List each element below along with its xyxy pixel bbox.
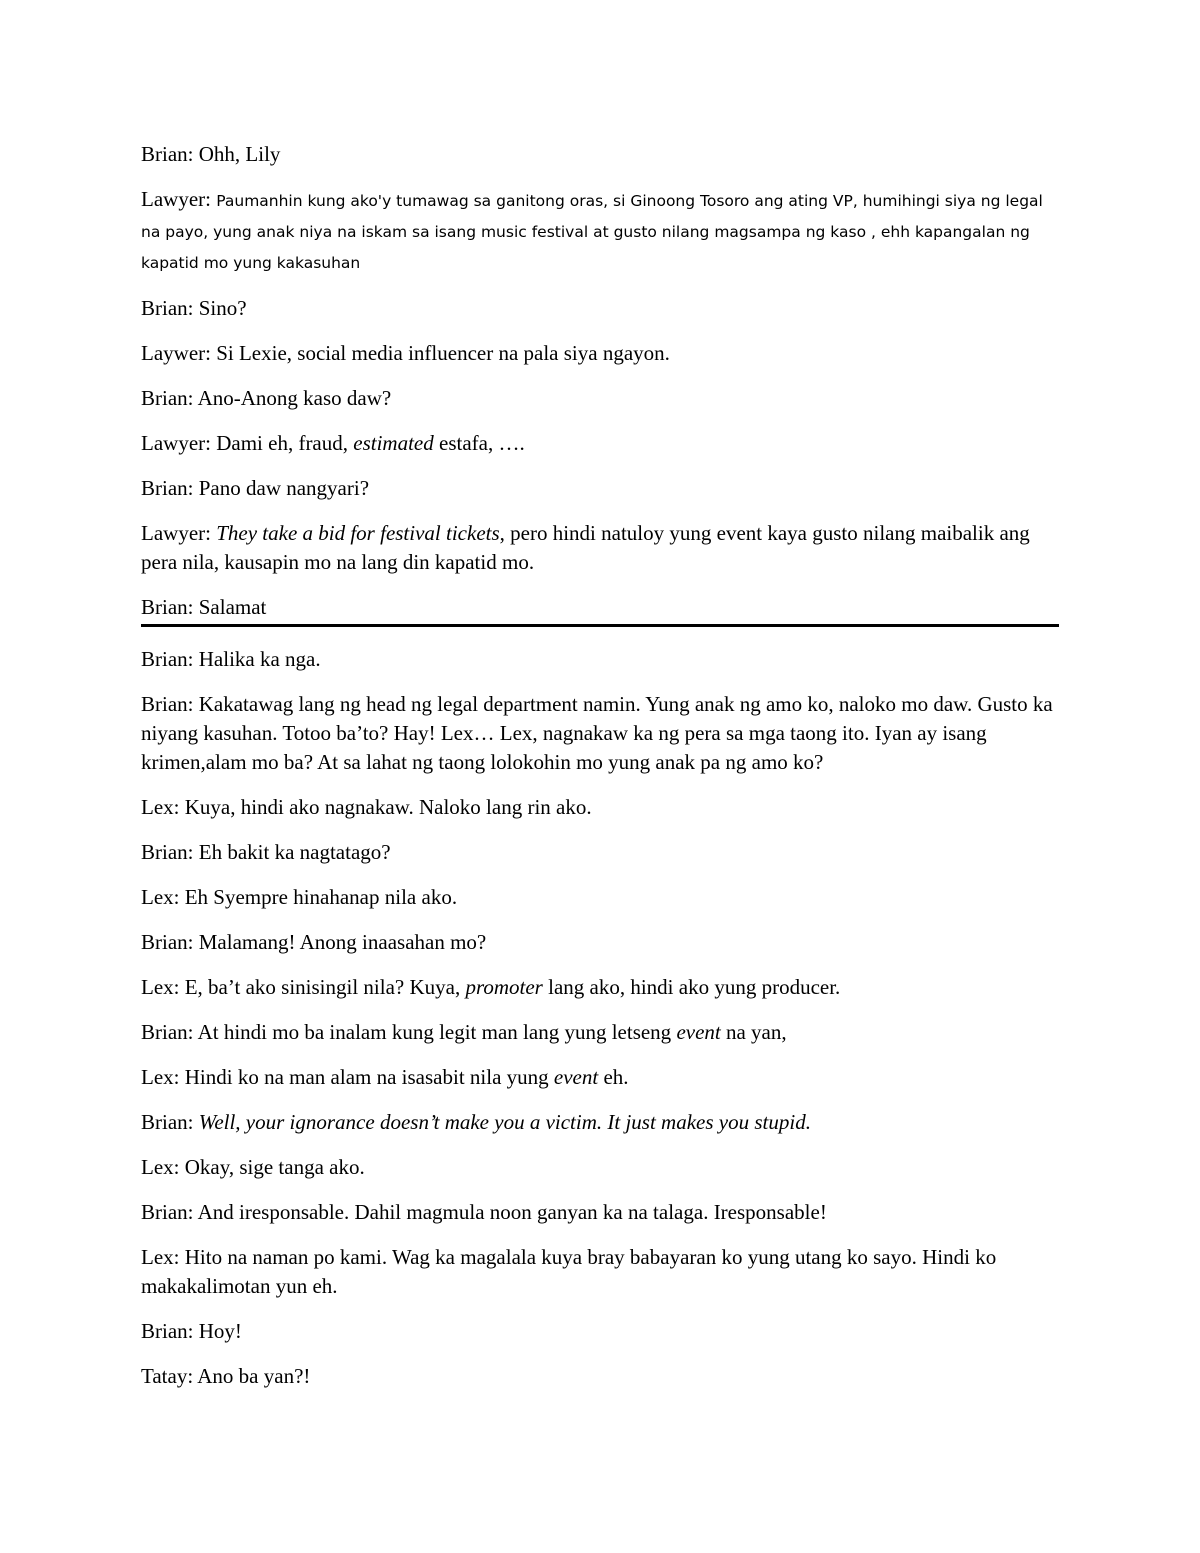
- dialogue-line: [141, 1243, 1059, 1301]
- dialogue-line: [141, 645, 1059, 674]
- speaker-label: Lawyer:: [141, 187, 211, 211]
- dialogue-line: [141, 185, 1059, 278]
- dialogue-line: [141, 1317, 1059, 1346]
- dialogue-line: [141, 140, 1059, 169]
- dialogue-text: Ohh, Lily: [198, 142, 281, 166]
- dialogue-line: [141, 838, 1059, 867]
- dialogue-text: Kuya, hindi ako nagnakaw. Naloko lang rin ako.: [184, 795, 592, 819]
- dialogue-line: [141, 1198, 1059, 1227]
- speaker-label: Lawyer:: [141, 521, 211, 545]
- speaker-label: Brian:: [141, 476, 194, 500]
- dialogue-emphasis: Well, your ignorance doesn’t make you a victim. It just makes you stupid.: [198, 1110, 811, 1134]
- speaker-label: Brian:: [141, 1319, 194, 1343]
- dialogue-line: [141, 1108, 1059, 1137]
- dialogue-line: [141, 339, 1059, 368]
- speaker-label: Brian:: [141, 647, 194, 671]
- speaker-label: Lex:: [141, 1245, 180, 1269]
- speaker-label: Lex:: [141, 885, 180, 909]
- dialogue-line: [141, 1063, 1059, 1092]
- dialogue-text: estafa, ….: [439, 431, 525, 455]
- dialogue-text: Eh Syempre hinahanap nila ako.: [184, 885, 458, 909]
- dialogue-text: Eh bakit ka nagtatago?: [198, 840, 391, 864]
- dialogue-text: Sino?: [198, 296, 247, 320]
- speaker-label: Brian:: [141, 1020, 194, 1044]
- speaker-label: Lex:: [141, 1065, 180, 1089]
- dialogue-text: At hindi mo ba inalam kung legit man lang yung letseng: [197, 1020, 672, 1044]
- dialogue-line: [141, 294, 1059, 323]
- dialogue-text: Ano-Anong kaso daw?: [197, 386, 392, 410]
- dialogue-text: , pero hindi natuloy yung event kaya gusto nilang maibalik ang pera nila, kausapin mo na lang din kapatid mo.: [141, 521, 1030, 574]
- dialogue-text: Pano daw nangyari?: [198, 476, 370, 500]
- speaker-label: Lex:: [141, 795, 180, 819]
- dialogue-emphasis: estimated: [353, 431, 434, 455]
- speaker-label: Brian:: [141, 692, 194, 716]
- dialogue-text: na yan,: [725, 1020, 787, 1044]
- dialogue-emphasis: They take a bid for festival tickets: [216, 521, 500, 545]
- dialogue-line: [141, 690, 1059, 777]
- dialogue-text: Dami eh, fraud,: [216, 431, 349, 455]
- speaker-label: Lex:: [141, 1155, 180, 1179]
- speaker-label: Brian:: [141, 296, 194, 320]
- dialogue-line: [141, 793, 1059, 822]
- dialogue-text: Salamat: [198, 595, 267, 619]
- speaker-label: Brian:: [141, 1200, 194, 1224]
- dialogue-line: [141, 474, 1059, 503]
- speaker-label: Lawyer:: [141, 431, 211, 455]
- dialogue-text: E, ba’t ako sinisingil nila? Kuya,: [184, 975, 461, 999]
- dialogue-line: [141, 1018, 1059, 1047]
- speaker-label: Brian:: [141, 840, 194, 864]
- dialogue-line: [141, 973, 1059, 1002]
- speaker-label: Brian:: [141, 595, 194, 619]
- dialogue-line: [141, 928, 1059, 957]
- script-document: [141, 140, 1059, 1407]
- dialogue-line: [141, 1362, 1059, 1391]
- dialogue-text: Halika ka nga.: [198, 647, 321, 671]
- dialogue-emphasis: event: [553, 1065, 599, 1089]
- dialogue-text: Ano ba yan?!: [197, 1364, 311, 1388]
- dialogue-text: eh.: [603, 1065, 629, 1089]
- dialogue-text: And iresponsable. Dahil magmula noon ganyan ka na talaga. Iresponsable!: [197, 1200, 827, 1224]
- speaker-label: Lex:: [141, 975, 180, 999]
- speaker-label: Brian:: [141, 930, 194, 954]
- dialogue-emphasis: event: [676, 1020, 721, 1044]
- dialogue-text: Okay, sige tanga ako.: [184, 1155, 365, 1179]
- dialogue-line: [141, 384, 1059, 413]
- speaker-label: Tatay:: [141, 1364, 194, 1388]
- speaker-label: Brian:: [141, 1110, 194, 1134]
- dialogue-text: Hito na naman po kami. Wag ka magalala kuya bray babayaran ko yung utang ko sayo. Hindi ko makakalimotan yun eh.: [141, 1245, 997, 1298]
- dialogue-line: [141, 593, 1059, 622]
- scene-divider: [141, 624, 1059, 627]
- dialogue-emphasis: promoter: [465, 975, 543, 999]
- dialogue-line: [141, 519, 1059, 577]
- dialogue-text: Malamang! Anong inaasahan mo?: [198, 930, 487, 954]
- dialogue-text: Hoy!: [198, 1319, 242, 1343]
- dialogue-text: Kakatawag lang ng head ng legal department namin. Yung anak ng amo ko, naloko mo daw. Gusto ka niyang kasuhan. Totoo ba’to? Hay! Lex… Lex, nagnakaw ka ng pera sa mga taong ito. Iyan ay isang krimen,alam mo ba? At sa lahat ng taong lolokohin mo yung anak pa ng amo ko?: [141, 692, 1053, 774]
- dialogue-line: [141, 883, 1059, 912]
- dialogue-line: [141, 1153, 1059, 1182]
- speaker-label: Brian:: [141, 142, 194, 166]
- dialogue-text: Hindi ko na man alam na isasabit nila yung: [184, 1065, 549, 1089]
- dialogue-line: [141, 429, 1059, 458]
- dialogue-text: Si Lexie, social media influencer na pala siya ngayon.: [216, 341, 670, 365]
- dialogue-text: lang ako, hindi ako yung producer.: [548, 975, 841, 999]
- dialogue-text: Paumanhin kung ako'y tumawag sa ganitong oras, si Ginoong Tosoro ang ating VP, humihingi siya ng legal na payo, yung anak niya na iskam sa isang music festival at gusto nilang magsampa ng kaso , ehh kapangalan ng kapatid mo yung kakasuhan: [141, 192, 1043, 272]
- speaker-label: Brian:: [141, 386, 194, 410]
- speaker-label: Laywer:: [141, 341, 211, 365]
